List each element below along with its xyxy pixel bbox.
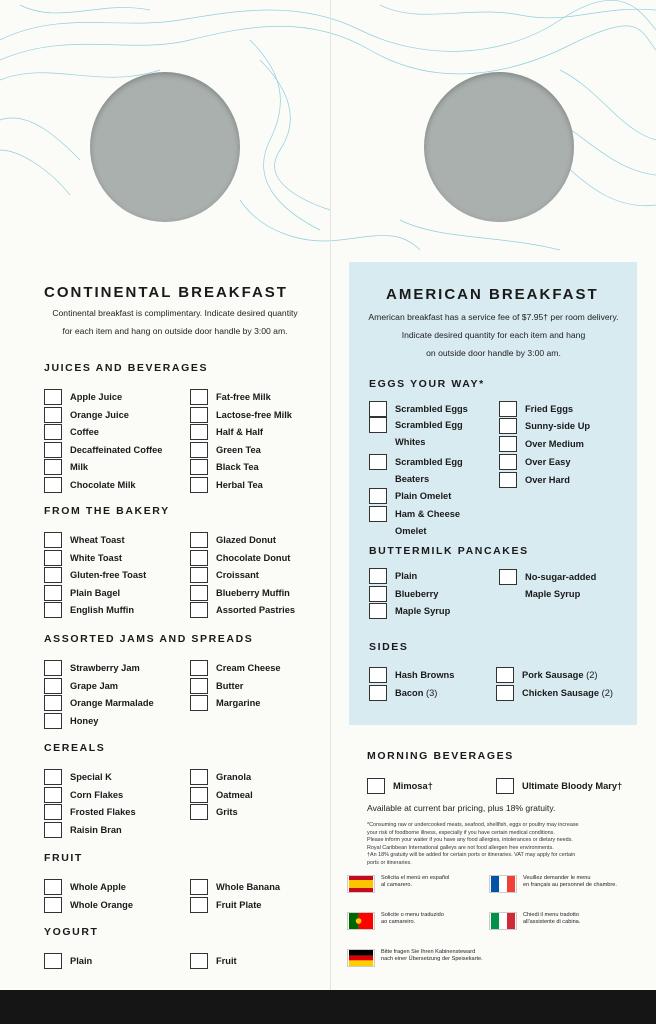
item-label: Fried Eggs <box>525 404 574 414</box>
checkbox-item[interactable] <box>496 688 613 702</box>
fine-print-line: †An 18% gratuity will be added for certain ports or itineraries. VAT may apply for certain <box>367 852 576 859</box>
checkbox-item[interactable] <box>190 570 259 584</box>
item-name: Hash Browns <box>395 670 455 680</box>
quantity-box[interactable] <box>369 685 387 701</box>
section-title-sides: SIDES <box>369 641 409 653</box>
item-label: Over Medium <box>525 439 584 449</box>
continental-intro-line: Continental breakfast is complimentary. Indicate desired quantity <box>52 308 298 318</box>
portugal-flag-icon <box>347 912 375 930</box>
checkbox-item[interactable] <box>190 663 281 677</box>
quantity-box[interactable] <box>190 879 208 895</box>
quantity-box[interactable] <box>44 897 62 913</box>
checkbox-item[interactable] <box>44 588 120 602</box>
continental-intro-line: for each item and hang on outside door handle by 3:00 am. <box>62 326 288 336</box>
quantity-box[interactable] <box>44 713 62 729</box>
quantity-box[interactable] <box>499 454 517 470</box>
fine-print-line: ports or itineraries. <box>367 859 412 866</box>
quantity-box[interactable] <box>190 660 208 676</box>
item-label: Scrambled Eggs <box>395 404 468 414</box>
language-line: Chiedi il menu tradotto <box>523 912 579 918</box>
checkbox-item[interactable] <box>499 404 573 418</box>
checkbox-item[interactable] <box>44 462 88 476</box>
morning-beverages-title: MORNING BEVERAGES <box>367 750 514 762</box>
checkbox-item[interactable] <box>190 681 243 695</box>
quantity-box[interactable] <box>44 660 62 676</box>
item-label: Oatmeal <box>216 789 253 800</box>
item-label: Strawberry Jam <box>70 663 140 673</box>
language-line: Bitte fragen Sie Ihren Kabinensteward <box>381 949 476 955</box>
quantity-box[interactable] <box>369 401 387 417</box>
item-label: Half & Half <box>216 427 264 438</box>
quantity-box[interactable] <box>190 442 208 458</box>
checkbox-item[interactable] <box>190 410 292 424</box>
item-label: Whole Apple <box>70 882 126 892</box>
checkbox-item[interactable] <box>367 781 433 795</box>
language-line: Solicite o menu traduzido <box>381 912 444 918</box>
checkbox-item[interactable] <box>496 670 597 684</box>
language-note-french <box>489 875 617 893</box>
item-label: Blueberry <box>395 588 439 599</box>
item-count: (2) <box>586 670 598 680</box>
quantity-box[interactable] <box>499 472 517 488</box>
item-name: Chicken Sausage <box>522 687 599 698</box>
checkbox-item[interactable] <box>44 681 118 695</box>
quantity-box[interactable] <box>369 667 387 683</box>
item-label: Decaffeinated Coffee <box>70 444 163 455</box>
quantity-box[interactable] <box>44 567 62 583</box>
germany-flag-icon <box>347 949 375 967</box>
item-label: Green Tea <box>216 444 261 455</box>
checkbox-item[interactable] <box>499 457 571 471</box>
item-label: Gluten-free Toast <box>70 570 147 581</box>
item-label: Scrambled Egg Whites <box>395 420 463 447</box>
quantity-box[interactable] <box>44 442 62 458</box>
item-label: Orange Marmalade <box>70 698 154 709</box>
item-label: Granola <box>216 772 252 782</box>
item-count: (3) <box>426 687 438 698</box>
spain-flag-icon <box>347 875 375 893</box>
checkbox-item[interactable] <box>44 698 154 712</box>
checkbox-item[interactable] <box>190 698 260 712</box>
checkbox-item[interactable] <box>190 807 238 821</box>
checkbox-item[interactable] <box>44 663 140 677</box>
checkbox-item[interactable] <box>369 606 450 620</box>
language-note-portuguese <box>347 912 444 930</box>
checkbox-item[interactable] <box>44 392 122 406</box>
checkbox-item[interactable] <box>190 772 251 786</box>
quantity-box[interactable] <box>499 569 517 585</box>
section-title-eggs-your-way: EGGS YOUR WAY* <box>369 378 485 390</box>
quantity-box[interactable] <box>190 459 208 475</box>
item-label: Over Easy <box>525 457 571 467</box>
american-title: AMERICAN BREAKFAST <box>386 286 599 303</box>
checkbox-item[interactable] <box>44 427 99 441</box>
checkbox-item[interactable] <box>44 480 136 494</box>
item-label: Honey <box>70 715 99 726</box>
quantity-box[interactable] <box>190 804 208 820</box>
quantity-box[interactable] <box>190 585 208 601</box>
continental-title: CONTINENTAL BREAKFAST <box>44 284 288 301</box>
quantity-box[interactable] <box>190 477 208 493</box>
quantity-box[interactable] <box>44 459 62 475</box>
american-intro <box>356 308 631 362</box>
item-label: Sunny-side Up <box>525 421 591 431</box>
checkbox-item[interactable] <box>190 956 237 970</box>
checkbox-item[interactable] <box>44 570 146 584</box>
item-label: Ham & Cheese Omelet <box>395 509 461 536</box>
quantity-box[interactable] <box>369 417 387 433</box>
item-count: (2) <box>601 687 613 698</box>
quantity-box[interactable] <box>44 695 62 711</box>
item-label <box>522 667 597 684</box>
item-label: No-sugar-added Maple Syrup <box>525 572 597 599</box>
item-label: Scrambled Egg Beaters <box>395 457 463 484</box>
section-title-cereals: CEREALS <box>44 742 106 754</box>
quantity-box[interactable] <box>369 568 387 584</box>
quantity-box[interactable] <box>369 488 387 504</box>
quantity-box[interactable] <box>369 586 387 602</box>
item-label: Cream Cheese <box>216 663 281 673</box>
quantity-box[interactable] <box>499 401 517 417</box>
checkbox-item[interactable] <box>190 427 263 441</box>
item-label: Raisin Bran <box>70 824 122 835</box>
item-label: Plain Omelet <box>395 491 452 501</box>
quantity-box[interactable] <box>190 550 208 566</box>
american-intro-line: Indicate desired quantity for each item and hang <box>401 330 586 340</box>
quantity-box[interactable] <box>44 550 62 566</box>
section-title-fruit: FRUIT <box>44 852 83 864</box>
quantity-box[interactable] <box>367 778 385 794</box>
section-title-juices-and-beverages: JUICES AND BEVERAGES <box>44 362 209 374</box>
checkbox-item[interactable] <box>190 588 290 602</box>
quantity-box[interactable] <box>44 804 62 820</box>
item-label: Croissant <box>216 570 259 581</box>
item-label: Corn Flakes <box>70 789 124 800</box>
quantity-box[interactable] <box>44 424 62 440</box>
checkbox-item[interactable] <box>44 445 162 459</box>
checkbox-item[interactable] <box>190 790 253 804</box>
checkbox-item[interactable] <box>44 807 136 821</box>
language-line: ao camareiro. <box>381 919 416 926</box>
checkbox-item[interactable] <box>496 781 622 795</box>
item-label: Mimosa† <box>393 781 433 791</box>
item-label: Apple Juice <box>70 392 123 402</box>
quantity-box[interactable] <box>190 424 208 440</box>
quantity-box[interactable] <box>44 787 62 803</box>
quantity-box[interactable] <box>190 678 208 694</box>
language-line: en français au personnel de chambre. <box>523 882 617 889</box>
checkbox-item[interactable] <box>44 605 134 619</box>
checkbox-item[interactable] <box>499 421 590 435</box>
quantity-box[interactable] <box>44 389 62 405</box>
france-flag-icon <box>489 875 517 893</box>
item-label: English Muffin <box>70 605 135 616</box>
item-label: Whole Banana <box>216 882 281 892</box>
item-label: Margarine <box>216 698 261 709</box>
language-note-italian <box>489 912 580 930</box>
hanger-hole-right <box>424 72 574 222</box>
item-label: Plain <box>395 571 418 581</box>
quantity-box[interactable] <box>190 897 208 913</box>
item-label: Assorted Pastries <box>216 605 296 616</box>
checkbox-item[interactable] <box>190 480 263 494</box>
item-label: Glazed Donut <box>216 535 276 545</box>
checkbox-item[interactable] <box>44 900 133 914</box>
checkbox-item[interactable] <box>369 670 454 684</box>
quantity-box[interactable] <box>44 477 62 493</box>
quantity-box[interactable] <box>369 506 387 522</box>
item-label <box>522 685 613 702</box>
item-label: Butter <box>216 680 244 691</box>
checkbox-item[interactable] <box>190 605 295 619</box>
scan-edge <box>0 990 656 1024</box>
quantity-box[interactable] <box>190 389 208 405</box>
item-label: Grape Jam <box>70 680 119 691</box>
checkbox-item[interactable] <box>44 825 122 839</box>
quantity-box[interactable] <box>190 695 208 711</box>
continental-intro <box>40 304 310 340</box>
quantity-box[interactable] <box>499 436 517 452</box>
checkbox-item[interactable] <box>369 491 451 505</box>
language-line: al camarero. <box>381 882 413 889</box>
quantity-box[interactable] <box>496 667 514 683</box>
item-label: Herbal Tea <box>216 480 263 490</box>
item-label: Plain <box>70 956 93 966</box>
checkbox-item[interactable] <box>44 882 126 896</box>
item-label: Chocolate Milk <box>70 480 136 490</box>
availability-note: Available at current bar pricing, plus 18% gratuity. <box>367 803 556 813</box>
section-title-buttermilk-pancakes: BUTTERMILK PANCAKES <box>369 545 529 557</box>
quantity-box[interactable] <box>44 879 62 895</box>
checkbox-item[interactable] <box>369 420 485 451</box>
checkbox-item[interactable] <box>190 553 290 567</box>
checkbox-item[interactable] <box>44 410 129 424</box>
checkbox-item[interactable] <box>190 445 261 459</box>
item-label: Coffee <box>70 427 99 438</box>
item-label: Grits <box>216 807 238 818</box>
item-label: Lactose-free Milk <box>216 409 292 420</box>
checkbox-item[interactable] <box>369 571 417 585</box>
item-label: Special K <box>70 772 112 782</box>
checkbox-item[interactable] <box>190 392 271 406</box>
quantity-box[interactable] <box>190 602 208 618</box>
checkbox-item[interactable] <box>499 439 584 453</box>
fine-print-line: your risk of foodborne illness, especially if you have certain medical conditions. <box>367 829 555 836</box>
language-line: Veuillez demander le menu <box>523 875 591 881</box>
checkbox-item[interactable] <box>190 882 280 896</box>
checkbox-item[interactable] <box>499 572 615 603</box>
checkbox-item[interactable] <box>499 475 570 489</box>
fine-print-line: Royal Caribbean International galleys are not food allergen free environments. <box>367 844 554 851</box>
item-name: Pork Sausage <box>522 670 584 680</box>
section-title-from-the-bakery: FROM THE BAKERY <box>44 505 170 517</box>
item-label: Maple Syrup <box>395 606 451 617</box>
quantity-box[interactable] <box>44 532 62 548</box>
quantity-box[interactable] <box>190 407 208 423</box>
quantity-box[interactable] <box>496 685 514 701</box>
checkbox-item[interactable] <box>369 589 438 603</box>
checkbox-item[interactable] <box>190 900 261 914</box>
checkbox-item[interactable] <box>44 535 125 549</box>
checkbox-item[interactable] <box>44 956 92 970</box>
quantity-box[interactable] <box>369 603 387 619</box>
item-label: Fruit Plate <box>216 899 262 910</box>
item-name: Bacon <box>395 687 424 698</box>
checkbox-item[interactable] <box>369 404 468 418</box>
quantity-box[interactable] <box>44 602 62 618</box>
fine-print <box>367 822 629 868</box>
item-label: Black Tea <box>216 462 259 473</box>
section-title-assorted-jams-and-spreads: ASSORTED JAMS AND SPREADS <box>44 633 254 645</box>
quantity-box[interactable] <box>190 567 208 583</box>
quantity-box[interactable] <box>190 769 208 785</box>
item-label: Blueberry Muffin <box>216 587 290 598</box>
quantity-box[interactable] <box>44 407 62 423</box>
quantity-box[interactable] <box>190 532 208 548</box>
fine-print-line: Please inform your waiter if you have any food allergies, intolerances or dietary needs. <box>367 837 573 844</box>
item-label <box>395 667 454 684</box>
checkbox-item[interactable] <box>44 790 123 804</box>
language-note-german <box>347 949 483 967</box>
italy-flag-icon <box>489 912 517 930</box>
language-note-spanish <box>347 875 449 893</box>
item-label: Orange Juice <box>70 409 129 420</box>
item-label: Whole Orange <box>70 899 134 910</box>
quantity-box[interactable] <box>44 953 62 969</box>
hanger-hole-left <box>90 72 240 222</box>
checkbox-item[interactable] <box>369 457 485 488</box>
language-line: Solicita el menú en español <box>381 875 450 881</box>
american-intro-line: on outside door handle by 3:00 am. <box>426 348 561 358</box>
fine-print-line: *Consuming raw or undercooked meats, seafood, shellfish, eggs or poultry may increase <box>367 822 579 828</box>
item-label: Plain Bagel <box>70 587 121 598</box>
checkbox-item[interactable] <box>44 716 98 730</box>
checkbox-item[interactable] <box>190 535 276 549</box>
checkbox-item[interactable] <box>44 553 122 567</box>
item-label: Wheat Toast <box>70 535 125 545</box>
checkbox-item[interactable] <box>369 688 437 702</box>
quantity-box[interactable] <box>44 769 62 785</box>
item-label: Fruit <box>216 956 237 966</box>
checkbox-item[interactable] <box>190 462 259 476</box>
checkbox-item[interactable] <box>44 772 112 786</box>
quantity-box[interactable] <box>499 418 517 434</box>
checkbox-item[interactable] <box>369 509 485 540</box>
item-label: Frosted Flakes <box>70 807 136 818</box>
item-label <box>395 685 437 702</box>
quantity-box[interactable] <box>190 953 208 969</box>
quantity-box[interactable] <box>190 787 208 803</box>
item-label: Ultimate Bloody Mary† <box>522 781 623 791</box>
item-label: Over Hard <box>525 475 570 485</box>
section-title-yogurt: YOGURT <box>44 926 99 938</box>
quantity-box[interactable] <box>44 678 62 694</box>
item-label: White Toast <box>70 552 122 563</box>
quantity-box[interactable] <box>44 822 62 838</box>
item-label: Fat-free Milk <box>216 392 271 402</box>
american-intro-line: American breakfast has a service fee of $7.95† per room delivery. <box>368 312 619 322</box>
quantity-box[interactable] <box>369 454 387 470</box>
language-line: nach einer Übersetzung der Speisekarte. <box>381 956 483 963</box>
language-line: all'assistente di cabina. <box>523 919 581 926</box>
quantity-box[interactable] <box>44 585 62 601</box>
quantity-box[interactable] <box>496 778 514 794</box>
fold-line <box>330 0 331 990</box>
item-label: Chocolate Donut <box>216 552 291 563</box>
item-label: Milk <box>70 462 89 473</box>
